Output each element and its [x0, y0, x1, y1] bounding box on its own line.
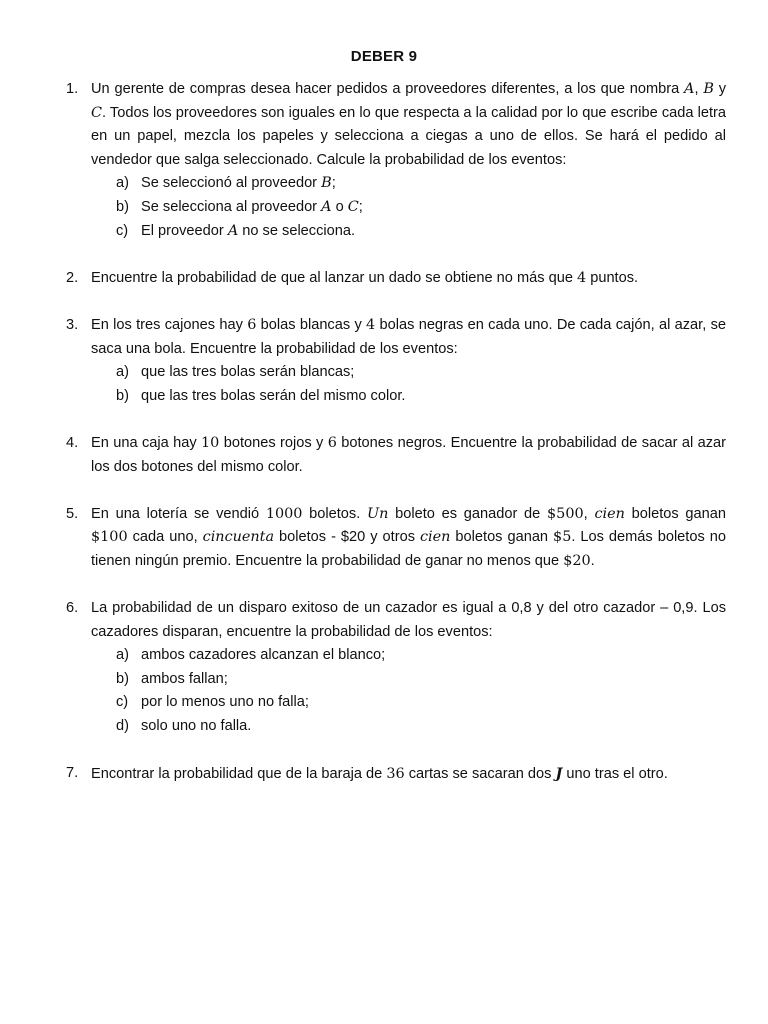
math-number: 6 — [247, 316, 257, 333]
sub-text: Se seleccionó al proveedor — [141, 175, 322, 192]
problem-text: En una caja hay — [91, 434, 202, 451]
math-var: C — [347, 198, 359, 215]
sub-question-b — [116, 196, 726, 220]
math-number: $5 — [553, 529, 572, 546]
problem-text: . — [590, 552, 595, 569]
math-var: B — [321, 175, 332, 192]
sub-text: no se selecciona. — [238, 222, 356, 239]
problem-text: boletos ganan — [450, 529, 554, 546]
problem-2 — [66, 267, 726, 291]
sub-question-c — [116, 220, 726, 244]
sub-question-a — [116, 361, 726, 385]
problem-number: 6. — [66, 600, 79, 617]
math-number: 6 — [327, 434, 337, 451]
problem-text: bolas negras en cada uno. De cada cajón, al azar, se saca una bola. Encuentre la probabilidad de los eventos: — [91, 316, 726, 357]
math-var: J — [555, 765, 563, 783]
sub-letter: a) — [116, 364, 129, 381]
math-word: cien — [419, 529, 451, 546]
problem-number: 3. — [66, 316, 79, 333]
sub-letter: c) — [116, 222, 129, 239]
problem-text: cartas se sacaran dos — [404, 766, 556, 783]
sub-letter: c) — [116, 694, 129, 711]
problem-5 — [66, 503, 726, 574]
problem-text: Encuentre la probabilidad de que al lanzar un dado se obtiene no más que — [91, 269, 577, 286]
sub-question-b — [116, 668, 726, 692]
problem-6 — [66, 597, 726, 739]
sub-text: El proveedor — [141, 222, 228, 239]
sub-text: Se selecciona al proveedor — [141, 198, 322, 215]
math-number: 36 — [386, 766, 405, 783]
problem-text: La probabilidad de un disparo exitoso de un cazador es igual a 0,8 y del otro cazador – 0,9. Los cazadores disparan, encuentre la probabilidad de los eventos: — [91, 600, 726, 640]
problem-text: y — [713, 81, 726, 97]
problem-list — [66, 78, 726, 787]
math-var: B — [703, 81, 714, 97]
math-var: A — [684, 81, 695, 97]
math-word: cien — [594, 505, 625, 522]
sub-question-c — [116, 691, 726, 715]
sub-question-d — [116, 715, 726, 739]
sub-text: por lo menos uno no falla; — [141, 694, 309, 711]
sub-text: o — [331, 198, 348, 215]
problem-text: cada uno, — [127, 529, 203, 546]
problem-text: boletos. — [302, 505, 368, 522]
problem-text: bolas blancas y — [256, 316, 367, 333]
problem-number: 2. — [66, 269, 79, 286]
problem-text: Encontrar la probabilidad que de la baraja de — [91, 766, 387, 783]
sub-letter: a) — [116, 647, 129, 664]
problem-text: Un gerente de compras desea hacer pedidos a proveedores diferentes, a los que nombra — [91, 81, 685, 97]
problem-text: uno tras el otro. — [562, 766, 668, 783]
sub-letter: b) — [116, 387, 129, 404]
sub-question-b — [116, 385, 726, 409]
problem-number: 1. — [66, 81, 79, 97]
sub-question-list — [91, 172, 726, 243]
problem-text: botones negros. Encuentre la probabilidad de sacar al azar los dos botones del mismo color. — [91, 434, 726, 475]
sub-text: ambos fallan; — [141, 670, 228, 687]
problem-text: . Todos los proveedores son iguales en lo que respecta a la calidad por lo que escribe cada letra en un papel, mezcla los papeles y selecciona a ciegas a uno de ellos. Se hará el pedido al vendedor que salga seleccionado. Calcule la probabilidad de los eventos: — [91, 104, 726, 168]
problem-text: En una lotería se vendió — [91, 505, 266, 522]
sub-text: ; — [358, 198, 363, 215]
problem-number: 5. — [66, 505, 79, 522]
sub-question-a — [116, 172, 726, 196]
sub-text: que las tres bolas serán blancas; — [141, 364, 355, 381]
problem-4 — [66, 432, 726, 479]
sub-text: solo uno no falla. — [141, 718, 252, 735]
problem-1 — [66, 78, 726, 243]
problem-number: 7. — [66, 765, 79, 782]
math-number: $500 — [547, 505, 584, 522]
math-var: A — [227, 222, 239, 239]
problem-text: , — [583, 505, 595, 522]
problem-number: 4. — [66, 434, 79, 451]
problem-text: boleto es ganador de — [388, 505, 548, 522]
math-word: cincuenta — [202, 529, 275, 546]
math-number: 4 — [577, 269, 587, 286]
sub-text: ; — [331, 175, 336, 192]
math-number: 4 — [366, 316, 376, 333]
sub-letter: b) — [116, 670, 129, 687]
sub-question-list — [91, 644, 726, 738]
math-var: A — [321, 198, 332, 215]
sub-text: ambos cazadores alcanzan el blanco; — [141, 647, 386, 664]
math-var: C — [91, 104, 103, 121]
problem-text: puntos. — [586, 269, 639, 286]
sub-text: que las tres bolas serán del mismo color. — [141, 387, 406, 404]
math-word: Un — [367, 505, 389, 522]
problem-text: botones rojos y — [219, 434, 328, 451]
math-number: $100 — [91, 529, 128, 546]
math-number: 10 — [201, 434, 220, 451]
problem-text: En los tres cajones hay — [91, 316, 248, 333]
problem-text: boletos ganan — [624, 505, 726, 522]
sub-question-list — [91, 361, 726, 408]
math-number: $20 — [563, 552, 591, 569]
sub-letter: b) — [116, 198, 129, 215]
problem-3 — [66, 314, 726, 408]
problem-text: , — [694, 81, 704, 97]
sub-question-a — [116, 644, 726, 668]
problem-7 — [66, 762, 726, 787]
document-title: DEBER 9 — [350, 48, 418, 65]
sub-letter: d) — [116, 718, 129, 735]
problem-text: . Los demás boletos no tienen ningún premio. Encuentre la probabilidad de ganar no menos que — [91, 529, 726, 569]
math-number: 1000 — [265, 505, 303, 522]
problem-text: boletos - $20 y otros — [274, 529, 420, 546]
sub-letter: a) — [116, 175, 129, 192]
